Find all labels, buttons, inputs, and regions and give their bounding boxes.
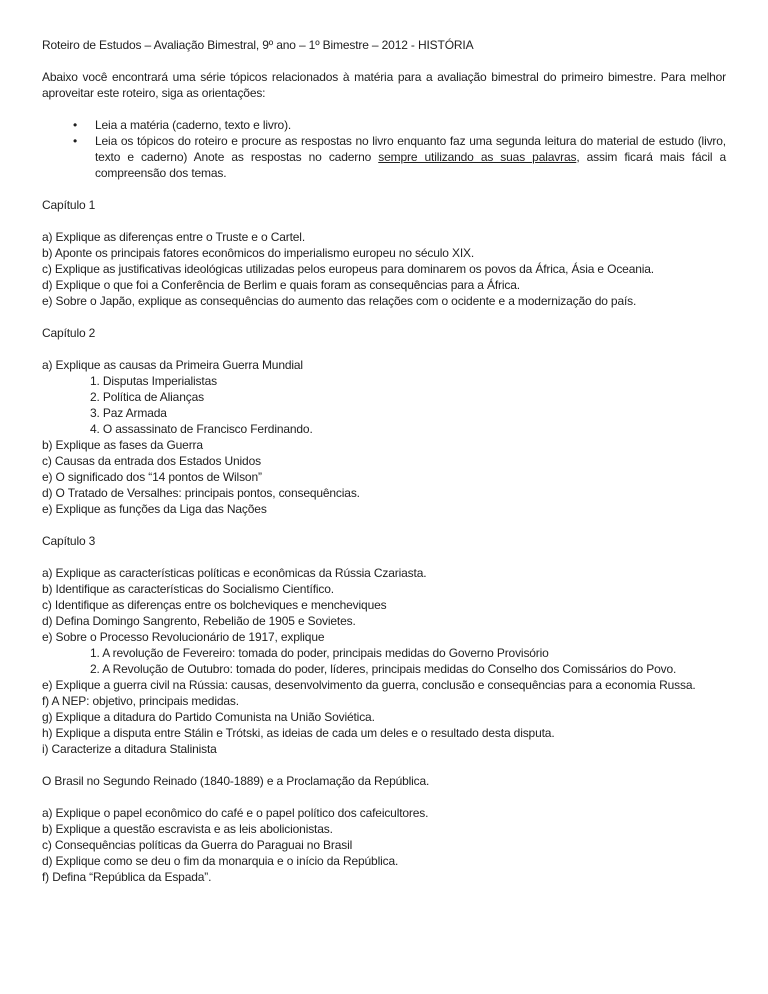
section-items	[42, 229, 726, 309]
question-item: b) Explique as fases da Guerra	[42, 438, 203, 452]
section-items	[42, 805, 726, 885]
question-item: g) Explique a ditadura do Partido Comunista na União Soviética.	[42, 710, 375, 724]
list-item-text: , assim ficará mais fácil a compreensão dos temas.	[95, 150, 726, 180]
section-heading: Capítulo 3	[42, 534, 96, 548]
question-item: b) Identifique as características do Socialismo Científico.	[42, 582, 334, 596]
question-item: c) Consequências políticas da Guerra do Paraguai no Brasil	[42, 838, 353, 852]
list-item	[42, 133, 726, 181]
bullet-icon: •	[73, 118, 78, 132]
question-item: e) Sobre o Processo Revolucionário de 1917, explique	[42, 630, 325, 644]
question-item: a) Explique as causas da Primeira Guerra Mundial	[42, 358, 303, 372]
question-item: d) O Tratado de Versalhes: principais pontos, consequências.	[42, 486, 360, 500]
sub-item: 2. Política de Alianças	[90, 390, 204, 404]
list-item	[42, 117, 726, 133]
question-item: c) Causas da entrada dos Estados Unidos	[42, 454, 261, 468]
intro-paragraph: Abaixo você encontrará uma série tópicos relacionados à matéria para a avaliação bimestral do primeiro bimestre. Para melhor aproveitar este roteiro, siga as orientações:	[42, 70, 726, 100]
question-item: b) Aponte os principais fatores econômicos do imperialismo europeu no século XIX.	[42, 246, 475, 260]
section-items	[42, 565, 726, 757]
sub-item: 3. Paz Armada	[90, 406, 167, 420]
list-item-text: Leia a matéria (caderno, texto e livro).	[95, 118, 292, 132]
question-item: e) Explique as funções da Liga das Nações	[42, 502, 267, 516]
question-item: i) Caracterize a ditadura Stalinista	[42, 742, 217, 756]
question-item: e) O significado dos “14 pontos de Wilson”	[42, 470, 262, 484]
question-item: b) Explique a questão escravista e as leis abolicionistas.	[42, 822, 333, 836]
list-item-text: Leia os tópicos do roteiro e procure as respostas no livro enquanto faz uma segunda leitura do material de estudo (livro, texto e caderno) Anote as respostas no caderno	[95, 134, 726, 164]
question-item: c) Explique as justificativas ideológicas utilizadas pelos europeus para dominarem os povos da África, Ásia e Oceania.	[42, 262, 654, 276]
question-item: a) Explique as diferenças entre o Truste e o Cartel.	[42, 230, 306, 244]
section-heading: O Brasil no Segundo Reinado (1840-1889) e a Proclamação da República.	[42, 774, 430, 788]
question-item: a) Explique as características políticas e econômicas da Rússia Czariasta.	[42, 566, 427, 580]
question-item: d) Explique o que foi a Conferência de Berlim e quais foram as consequências para a África.	[42, 278, 520, 292]
bullet-icon: •	[73, 134, 78, 148]
sub-item: 1. Disputas Imperialistas	[90, 374, 217, 388]
question-item: f) A NEP: objetivo, principais medidas.	[42, 694, 239, 708]
document-title: Roteiro de Estudos – Avaliação Bimestral, 9º ano – 1º Bimestre – 2012 - HISTÓRIA	[42, 38, 474, 52]
underlined-phrase: sempre utilizando as suas palavras	[378, 150, 577, 164]
question-item: d) Explique como se deu o fim da monarquia e o início da República.	[42, 854, 399, 868]
sub-item: 1. A revolução de Fevereiro: tomada do poder, principais medidas do Governo Provisório	[90, 646, 549, 660]
question-item: h) Explique a disputa entre Stálin e Trótski, as ideias de cada um deles e o resultado desta disputa.	[42, 726, 555, 740]
section-heading: Capítulo 2	[42, 326, 96, 340]
section-items	[42, 357, 726, 517]
question-item: e) Sobre o Japão, explique as consequências do aumento das relações com o ocidente e a modernização do país.	[42, 294, 637, 308]
question-item: a) Explique o papel econômico do café e o papel político dos cafeicultores.	[42, 806, 429, 820]
section-heading: Capítulo 1	[42, 198, 96, 212]
question-item: f) Defina “República da Espada”.	[42, 870, 212, 884]
sub-item: 4. O assassinato de Francisco Ferdinando.	[90, 422, 313, 436]
sub-item: 2. A Revolução de Outubro: tomada do poder, líderes, principais medidas do Conselho dos Comissários do Povo.	[90, 662, 677, 676]
question-item: e) Explique a guerra civil na Rússia: causas, desenvolvimento da guerra, conclusão e consequências para a economia Russa.	[42, 678, 696, 692]
question-item: c) Identifique as diferenças entre os bolcheviques e mencheviques	[42, 598, 387, 612]
orientation-list	[42, 117, 726, 181]
question-item: d) Defina Domingo Sangrento, Rebelião de 1905 e Sovietes.	[42, 614, 356, 628]
